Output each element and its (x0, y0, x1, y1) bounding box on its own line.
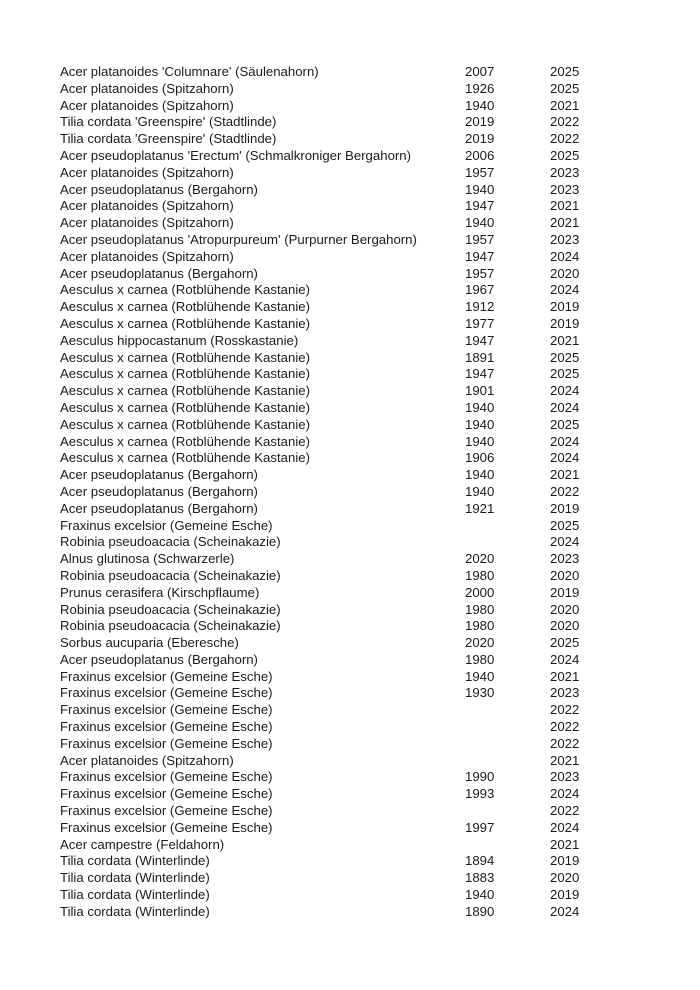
record-year-cell: 2025 (550, 64, 580, 79)
tree-name-cell: Acer pseudoplatanus (Bergahorn) (60, 500, 258, 516)
planting-year-cell: 1940 (465, 399, 495, 415)
table-row (60, 685, 660, 702)
tree-name-cell: Acer pseudoplatanus 'Atropurpureum' (Purpurner Bergahorn) (60, 231, 417, 247)
tree-name-cell: Acer pseudoplatanus (Bergahorn) (60, 651, 258, 667)
record-year-cell: 2022 (550, 735, 580, 751)
table-row (60, 64, 660, 81)
table-row (60, 853, 660, 870)
table-row (60, 400, 660, 417)
tree-name-cell: Acer platanoides (Spitzahorn) (60, 164, 234, 180)
table-row (60, 501, 660, 518)
table-row (60, 266, 660, 283)
planting-year-cell: 1977 (465, 315, 495, 331)
record-year-cell: 2024 (550, 383, 580, 399)
tree-name-cell: Robinia pseudoacacia (Scheinakazie) (60, 567, 281, 583)
tree-name-cell: Aesculus x carnea (Rotblühende Kastanie) (60, 299, 310, 315)
tree-name-cell: Acer pseudoplatanus (Bergahorn) (60, 483, 258, 499)
record-year-cell: 2025 (550, 80, 580, 96)
record-year-cell: 2024 (550, 450, 580, 466)
table-row (60, 383, 660, 400)
planting-year-cell: 1940 (465, 483, 495, 499)
record-year-cell: 2025 (550, 635, 580, 651)
planting-year-cell: 1891 (465, 349, 495, 365)
planting-year-cell: 1930 (465, 685, 495, 701)
planting-year-cell: 1940 (465, 668, 495, 684)
table-row (60, 232, 660, 249)
tree-name-cell: Fraxinus excelsior (Gemeine Esche) (60, 769, 273, 785)
record-year-cell: 2023 (550, 551, 580, 567)
table-row (60, 719, 660, 736)
planting-year-cell: 1901 (465, 383, 495, 399)
record-year-cell: 2025 (550, 366, 580, 382)
record-year-cell: 2024 (550, 903, 580, 919)
table-row (60, 887, 660, 904)
planting-year-cell: 1940 (465, 887, 495, 903)
tree-name-cell: Tilia cordata 'Greenspire' (Stadtlinde) (60, 131, 277, 147)
planting-year-cell: 1957 (465, 265, 495, 281)
table-row (60, 618, 660, 635)
record-year-cell: 2024 (550, 399, 580, 415)
record-year-cell: 2025 (550, 147, 580, 163)
planting-year-cell: 2019 (465, 114, 495, 130)
tree-name-cell: Aesculus x carnea (Rotblühende Kastanie) (60, 315, 310, 331)
table-row (60, 484, 660, 501)
planting-year-cell: 1980 (465, 651, 495, 667)
table-row (60, 467, 660, 484)
tree-name-cell: Acer pseudoplatanus (Bergahorn) (60, 467, 258, 483)
tree-name-cell: Aesculus x carnea (Rotblühende Kastanie) (60, 399, 310, 415)
planting-year-cell: 1940 (465, 416, 495, 432)
tree-name-cell: Acer campestre (Feldahorn) (60, 836, 225, 852)
record-year-cell: 2023 (550, 685, 580, 701)
tree-name-cell: Tilia cordata 'Greenspire' (Stadtlinde) (60, 114, 277, 130)
table-row (60, 652, 660, 669)
tree-name-cell: Fraxinus excelsior (Gemeine Esche) (60, 668, 273, 684)
table-row (60, 837, 660, 854)
planting-year-cell: 1894 (465, 853, 495, 869)
table-row (60, 282, 660, 299)
planting-year-cell: 1990 (465, 769, 495, 785)
table-row (60, 114, 660, 131)
record-year-cell: 2021 (550, 752, 580, 768)
tree-list-table (60, 64, 660, 921)
tree-name-cell: Tilia cordata (Winterlinde) (60, 903, 210, 919)
planting-year-cell: 1947 (465, 198, 495, 214)
planting-year-cell: 1912 (465, 299, 495, 315)
planting-year-cell: 1940 (465, 181, 495, 197)
tree-name-cell: Aesculus x carnea (Rotblühende Kastanie) (60, 383, 310, 399)
table-row (60, 450, 660, 467)
table-row (60, 551, 660, 568)
planting-year-cell: 1906 (465, 450, 495, 466)
planting-year-cell: 1921 (465, 500, 495, 516)
tree-name-cell: Robinia pseudoacacia (Scheinakazie) (60, 618, 281, 634)
table-row (60, 434, 660, 451)
table-row (60, 98, 660, 115)
table-row (60, 602, 660, 619)
table-row (60, 736, 660, 753)
record-year-cell: 2019 (550, 584, 580, 600)
record-year-cell: 2024 (550, 534, 580, 550)
record-year-cell: 2024 (550, 282, 580, 298)
record-year-cell: 2021 (550, 836, 580, 852)
table-row (60, 568, 660, 585)
planting-year-cell: 1940 (465, 97, 495, 113)
tree-name-cell: Acer platanoides (Spitzahorn) (60, 752, 234, 768)
record-year-cell: 2021 (550, 332, 580, 348)
tree-name-cell: Aesculus x carnea (Rotblühende Kastanie) (60, 366, 310, 382)
record-year-cell: 2021 (550, 97, 580, 113)
record-year-cell: 2019 (550, 887, 580, 903)
planting-year-cell: 1967 (465, 282, 495, 298)
planting-year-cell: 1980 (465, 567, 495, 583)
record-year-cell: 2024 (550, 433, 580, 449)
record-year-cell: 2021 (550, 215, 580, 231)
planting-year-cell: 1957 (465, 164, 495, 180)
planting-year-cell: 1947 (465, 366, 495, 382)
table-row (60, 786, 660, 803)
table-row (60, 165, 660, 182)
tree-name-cell: Acer platanoides 'Columnare' (Säulenahorn) (60, 64, 319, 79)
record-year-cell: 2023 (550, 231, 580, 247)
tree-name-cell: Prunus cerasifera (Kirschpflaume) (60, 584, 260, 600)
record-year-cell: 2024 (550, 248, 580, 264)
planting-year-cell: 1947 (465, 248, 495, 264)
table-row (60, 299, 660, 316)
planting-year-cell: 1890 (465, 903, 495, 919)
planting-year-cell: 2007 (465, 64, 495, 79)
planting-year-cell: 2020 (465, 635, 495, 651)
record-year-cell: 2022 (550, 114, 580, 130)
table-row (60, 769, 660, 786)
tree-name-cell: Robinia pseudoacacia (Scheinakazie) (60, 534, 281, 550)
record-year-cell: 2021 (550, 198, 580, 214)
table-row (60, 753, 660, 770)
tree-name-cell: Fraxinus excelsior (Gemeine Esche) (60, 702, 273, 718)
planting-year-cell: 1980 (465, 601, 495, 617)
table-row (60, 702, 660, 719)
tree-name-cell: Acer pseudoplatanus 'Erectum' (Schmalkroniger Bergahorn) (60, 147, 412, 163)
table-row (60, 148, 660, 165)
planting-year-cell: 1997 (465, 819, 495, 835)
record-year-cell: 2019 (550, 853, 580, 869)
record-year-cell: 2025 (550, 349, 580, 365)
planting-year-cell: 2019 (465, 131, 495, 147)
planting-year-cell: 2006 (465, 147, 495, 163)
tree-name-cell: Acer platanoides (Spitzahorn) (60, 215, 234, 231)
record-year-cell: 2019 (550, 315, 580, 331)
record-year-cell: 2019 (550, 500, 580, 516)
record-year-cell: 2023 (550, 181, 580, 197)
planting-year-cell: 1947 (465, 332, 495, 348)
record-year-cell: 2023 (550, 769, 580, 785)
tree-name-cell: Aesculus x carnea (Rotblühende Kastanie) (60, 349, 310, 365)
planting-year-cell: 1993 (465, 786, 495, 802)
tree-name-cell: Acer platanoides (Spitzahorn) (60, 248, 234, 264)
planting-year-cell: 1940 (465, 215, 495, 231)
table-row (60, 249, 660, 266)
tree-name-cell: Aesculus x carnea (Rotblühende Kastanie) (60, 433, 310, 449)
tree-name-cell: Acer platanoides (Spitzahorn) (60, 198, 234, 214)
table-row (60, 215, 660, 232)
table-row (60, 820, 660, 837)
table-row (60, 366, 660, 383)
record-year-cell: 2024 (550, 651, 580, 667)
record-year-cell: 2023 (550, 164, 580, 180)
tree-name-cell: Fraxinus excelsior (Gemeine Esche) (60, 803, 273, 819)
tree-name-cell: Robinia pseudoacacia (Scheinakazie) (60, 601, 281, 617)
table-row (60, 182, 660, 199)
tree-name-cell: Acer platanoides (Spitzahorn) (60, 80, 234, 96)
planting-year-cell: 2020 (465, 551, 495, 567)
table-row (60, 333, 660, 350)
planting-year-cell: 1926 (465, 80, 495, 96)
table-row (60, 635, 660, 652)
record-year-cell: 2025 (550, 416, 580, 432)
record-year-cell: 2020 (550, 601, 580, 617)
tree-name-cell: Fraxinus excelsior (Gemeine Esche) (60, 735, 273, 751)
table-row (60, 417, 660, 434)
table-row (60, 81, 660, 98)
tree-name-cell: Tilia cordata (Winterlinde) (60, 887, 210, 903)
table-row (60, 316, 660, 333)
record-year-cell: 2020 (550, 870, 580, 886)
tree-name-cell: Fraxinus excelsior (Gemeine Esche) (60, 819, 273, 835)
tree-name-cell: Fraxinus excelsior (Gemeine Esche) (60, 786, 273, 802)
tree-name-cell: Sorbus aucuparia (Eberesche) (60, 635, 239, 651)
table-row (60, 803, 660, 820)
record-year-cell: 2022 (550, 131, 580, 147)
table-row (60, 669, 660, 686)
table-row (60, 350, 660, 367)
record-year-cell: 2022 (550, 483, 580, 499)
record-year-cell: 2021 (550, 668, 580, 684)
planting-year-cell: 1883 (465, 870, 495, 886)
record-year-cell: 2022 (550, 719, 580, 735)
table-row (60, 518, 660, 535)
tree-name-cell: Aesculus hippocastanum (Rosskastanie) (60, 332, 299, 348)
record-year-cell: 2020 (550, 618, 580, 634)
tree-name-cell: Acer platanoides (Spitzahorn) (60, 97, 234, 113)
planting-year-cell: 1940 (465, 433, 495, 449)
planting-year-cell: 1940 (465, 467, 495, 483)
table-row (60, 870, 660, 887)
record-year-cell: 2020 (550, 567, 580, 583)
tree-name-cell: Fraxinus excelsior (Gemeine Esche) (60, 517, 273, 533)
tree-name-cell: Fraxinus excelsior (Gemeine Esche) (60, 719, 273, 735)
table-row (60, 534, 660, 551)
planting-year-cell: 1957 (465, 231, 495, 247)
table-row (60, 585, 660, 602)
tree-name-cell: Aesculus x carnea (Rotblühende Kastanie) (60, 416, 310, 432)
table-row (60, 904, 660, 921)
record-year-cell: 2019 (550, 299, 580, 315)
planting-year-cell: 2000 (465, 584, 495, 600)
record-year-cell: 2022 (550, 702, 580, 718)
record-year-cell: 2024 (550, 786, 580, 802)
record-year-cell: 2020 (550, 265, 580, 281)
tree-name-cell: Tilia cordata (Winterlinde) (60, 853, 210, 869)
tree-name-cell: Tilia cordata (Winterlinde) (60, 870, 210, 886)
record-year-cell: 2025 (550, 517, 580, 533)
record-year-cell: 2024 (550, 819, 580, 835)
tree-name-cell: Fraxinus excelsior (Gemeine Esche) (60, 685, 273, 701)
planting-year-cell: 1980 (465, 618, 495, 634)
table-row (60, 198, 660, 215)
tree-name-cell: Acer pseudoplatanus (Bergahorn) (60, 265, 258, 281)
record-year-cell: 2021 (550, 467, 580, 483)
tree-name-cell: Alnus glutinosa (Schwarzerle) (60, 551, 235, 567)
record-year-cell: 2022 (550, 803, 580, 819)
table-row (60, 131, 660, 148)
tree-name-cell: Acer pseudoplatanus (Bergahorn) (60, 181, 258, 197)
tree-name-cell: Aesculus x carnea (Rotblühende Kastanie) (60, 282, 310, 298)
tree-name-cell: Aesculus x carnea (Rotblühende Kastanie) (60, 450, 310, 466)
